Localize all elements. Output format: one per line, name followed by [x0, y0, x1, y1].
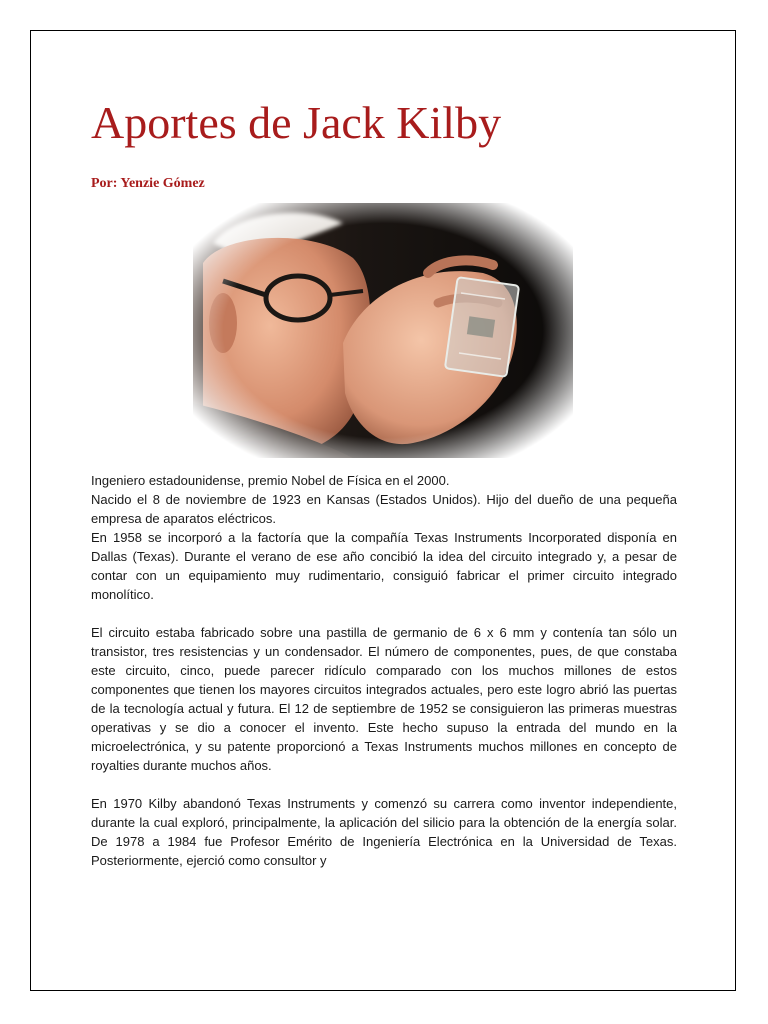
paragraph-spacer — [91, 775, 677, 794]
document-author: Por: Yenzie Gómez — [91, 176, 205, 191]
document-title: Aportes de Jack Kilby — [91, 97, 502, 148]
paragraph-texas-instruments: En 1958 se incorporó a la factoría que la compañía Texas Instruments Incorporated disponía en Dallas (Texas). Durante el verano de ese año concibió la idea del circuito integrado y, a pesar de contar con un equipamiento muy rudimentario, consiguió fabricar el primer circuito integrado monolítico. — [91, 530, 677, 602]
paragraph-circuit: El circuito estaba fabricado sobre una pastilla de germanio de 6 x 6 mm y contenía tan sólo un transistor, tres resistencias y un condensador. El número de componentes, pues, de que constaba este circuito, cinco, puede parecer ridículo comparado con los muchos millones de estos componentes que tienen los mayores circuitos integrados actuales, pero este logro abrió las puertas de la tecnología actual y futura. El 12 de septiembre de 1952 se consiguieron las primeras muestras operativas y se dio a conocer el invento. Este hecho supuso la entrada del mundo en la microelectrónica, y su patente proporcionó a Texas Instruments muchos millones en concepto de royalties durante muchos años. — [91, 625, 677, 773]
document-page — [30, 30, 736, 991]
article-body — [91, 471, 677, 870]
paragraph-nobel: Ingeniero estadounidense, premio Nobel de Física en el 2000. — [91, 473, 450, 488]
paragraph-spacer — [91, 604, 677, 623]
paragraph-birth: Nacido el 8 de noviembre de 1923 en Kansas (Estados Unidos). Hijo del dueño de una pequeña empresa de aparatos eléctricos. — [91, 492, 677, 526]
paragraph-career: En 1970 Kilby abandonó Texas Instruments y comenzó su carrera como inventor independiente, durante la cual exploró, principalmente, la aplicación del silicio para la obtención de la energía solar. De 1978 a 1984 fue Profesor Emérito de Ingeniería Electrónica en la Universidad de Texas. Posteriormente, ejerció como consultor y — [91, 796, 677, 868]
portrait-photo — [193, 203, 573, 458]
